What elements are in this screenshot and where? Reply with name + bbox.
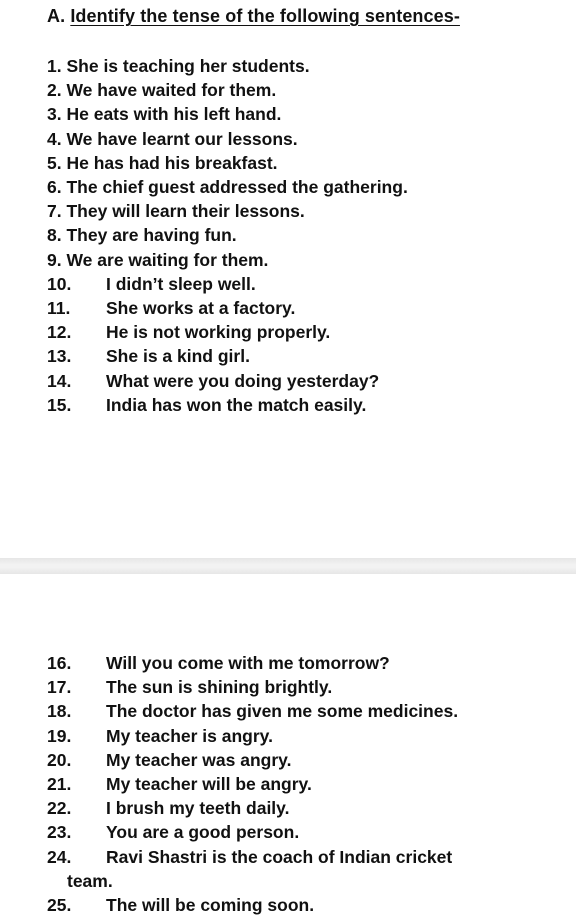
sentence-item xyxy=(47,750,291,770)
sentence-item xyxy=(47,153,278,173)
item-number: 3. xyxy=(47,104,62,125)
sentence-item xyxy=(47,701,458,721)
item-number: 18. xyxy=(47,701,72,722)
item-text: Will you come with me tomorrow? xyxy=(106,653,390,673)
item-text: The doctor has given me some medicines. xyxy=(106,701,459,722)
section-heading xyxy=(47,6,460,27)
sentence-item xyxy=(47,129,298,149)
item-number: 19. xyxy=(47,725,72,746)
sentence-item xyxy=(47,895,314,915)
item-number: 25. xyxy=(47,895,72,915)
sentence-item xyxy=(47,177,408,197)
item-text: You are a good person. xyxy=(106,822,300,843)
sentence-item xyxy=(47,677,332,697)
item-text: What were you doing yesterday? xyxy=(106,370,380,391)
item-number: 1. xyxy=(47,56,62,76)
item-text: He has had his breakfast. xyxy=(66,152,278,173)
item-text: They are having fun. xyxy=(66,225,237,246)
item-number: 24. xyxy=(47,846,72,867)
document-page-2 xyxy=(0,574,576,918)
sentence-item xyxy=(47,798,289,818)
item-text: She is teaching her students. xyxy=(66,56,310,76)
item-number: 8. xyxy=(47,225,62,246)
item-number: 6. xyxy=(47,177,62,197)
item-number: 22. xyxy=(47,798,72,819)
item-text: We have waited for them. xyxy=(66,80,277,101)
sentence-item xyxy=(47,225,237,245)
item-number: 7. xyxy=(47,201,62,222)
page-separator xyxy=(0,558,576,574)
sentence-item xyxy=(47,250,268,270)
sentence-item xyxy=(47,774,312,794)
item-number: 2. xyxy=(47,80,62,101)
sentence-item xyxy=(47,80,276,100)
sentence-item xyxy=(47,822,299,842)
item-24-continuation: team. xyxy=(67,870,113,891)
item-number: 17. xyxy=(47,677,72,698)
item-text: The sun is shining brightly. xyxy=(106,677,333,698)
item-number: 13. xyxy=(47,346,72,367)
item-text: He is not working properly. xyxy=(106,322,331,343)
item-text: I brush my teeth daily. xyxy=(106,798,290,819)
item-text: My teacher will be angry. xyxy=(106,774,312,794)
item-text: The will be coming soon. xyxy=(106,895,315,915)
item-number: 14. xyxy=(47,370,72,391)
item-number: 9. xyxy=(47,249,62,270)
item-number: 11. xyxy=(47,298,71,318)
item-number: 15. xyxy=(47,394,72,415)
item-text: My teacher was angry. xyxy=(106,749,292,770)
item-text: The chief guest addressed the gathering. xyxy=(66,177,408,197)
sentence-item xyxy=(47,395,366,415)
sentence-item xyxy=(47,274,256,294)
item-text: We are waiting for them. xyxy=(66,249,269,270)
item-text: We have learnt our lessons. xyxy=(66,128,298,149)
item-number: 21. xyxy=(47,774,72,794)
item-number: 4. xyxy=(47,128,62,149)
heading-prefix: A. xyxy=(47,6,71,26)
item-number: 5. xyxy=(47,152,62,173)
sentence-item xyxy=(47,371,379,391)
sentence-item xyxy=(47,847,452,867)
item-text: I didn’t sleep well. xyxy=(106,273,256,294)
sentence-item xyxy=(47,653,390,673)
item-text: He eats with his left hand. xyxy=(66,104,282,125)
item-number: 23. xyxy=(47,822,72,843)
item-number: 16. xyxy=(47,653,72,673)
item-text: She works at a factory. xyxy=(106,298,296,318)
sentence-item xyxy=(47,201,305,221)
item-text: Ravi Shastri is the coach of Indian cricket xyxy=(106,846,453,867)
sentence-item xyxy=(47,322,330,342)
item-number: 10. xyxy=(47,273,72,294)
sentence-item xyxy=(47,726,273,746)
heading-title: Identify the tense of the following sentences- xyxy=(70,6,460,26)
item-number: 12. xyxy=(47,322,72,343)
item-text: She is a kind girl. xyxy=(106,346,250,367)
item-text: India has won the match easily. xyxy=(106,394,367,415)
sentence-item xyxy=(47,346,250,366)
sentence-item xyxy=(47,298,295,318)
item-text: They will learn their lessons. xyxy=(66,201,305,222)
sentence-item xyxy=(47,56,310,76)
sentence-item xyxy=(47,104,281,124)
item-text: My teacher is angry. xyxy=(106,725,273,746)
item-number: 20. xyxy=(47,749,72,770)
